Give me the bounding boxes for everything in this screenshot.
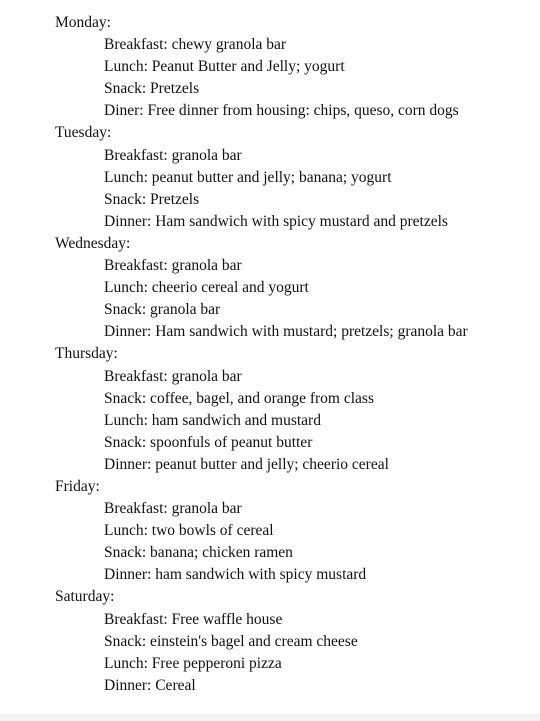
meal-entry: Lunch: Peanut Butter and Jelly; yogurt [104, 58, 345, 76]
meal-entry: Snack: spoonfuls of peanut butter [104, 433, 313, 451]
meal-entry: Lunch: cheerio cereal and yogurt [104, 279, 309, 297]
meal-log-document [0, 12, 540, 697]
meal-entry: Dinner: peanut butter and jelly; cheerio cereal [104, 455, 389, 473]
meal-entry: Snack: coffee, bagel, and orange from class [104, 389, 374, 407]
meal-entry: Dinner: Ham sandwich with spicy mustard and pretzels [104, 212, 448, 230]
meal-entry: Breakfast: chewy granola bar [104, 36, 287, 54]
meal-entry: Snack: Pretzels [104, 80, 200, 98]
meal-entry: Lunch: Free pepperoni pizza [104, 654, 282, 672]
day-section-saturday [0, 586, 540, 696]
meal-entry: Snack: Pretzels [104, 190, 200, 208]
day-section-wednesday [0, 233, 540, 343]
day-section-tuesday [0, 122, 540, 232]
meal-list [0, 255, 540, 343]
meal-entry: Breakfast: Free waffle house [104, 610, 283, 628]
day-section-thursday [0, 343, 540, 476]
day-section-friday [0, 476, 540, 586]
meal-entry: Breakfast: granola bar [104, 257, 242, 275]
page-bottom-edge [0, 714, 540, 721]
meal-entry: Dinner: ham sandwich with spicy mustard [104, 566, 367, 584]
day-section-monday [0, 12, 540, 122]
meal-list [0, 145, 540, 233]
day-heading: Saturday: [55, 588, 115, 606]
meal-entry: Breakfast: granola bar [104, 367, 242, 385]
day-heading: Tuesday: [55, 124, 112, 142]
meal-entry: Dinner: Cereal [104, 676, 196, 694]
day-heading: Friday: [55, 477, 100, 495]
meal-list [0, 609, 540, 697]
day-heading: Wednesday: [55, 234, 131, 252]
meal-entry: Snack: granola bar [104, 301, 221, 319]
meal-entry: Diner: Free dinner from housing: chips, queso, corn dogs [104, 102, 459, 120]
meal-list [0, 498, 540, 586]
meal-entry: Dinner: Ham sandwich with mustard; pretzels; granola bar [104, 323, 468, 341]
meal-list [0, 34, 540, 122]
day-heading: Thursday: [55, 345, 118, 363]
meal-entry: Lunch: ham sandwich and mustard [104, 411, 321, 429]
meal-entry: Breakfast: granola bar [104, 500, 242, 518]
meal-entry: Lunch: peanut butter and jelly; banana; yogurt [104, 168, 392, 186]
meal-entry: Breakfast: granola bar [104, 146, 242, 164]
meal-entry: Lunch: two bowls of cereal [104, 522, 274, 540]
day-heading: Monday: [55, 14, 111, 31]
meal-entry: Snack: einstein's bagel and cream cheese [104, 632, 358, 650]
meal-list [0, 366, 540, 476]
meal-entry: Snack: banana; chicken ramen [104, 544, 293, 562]
